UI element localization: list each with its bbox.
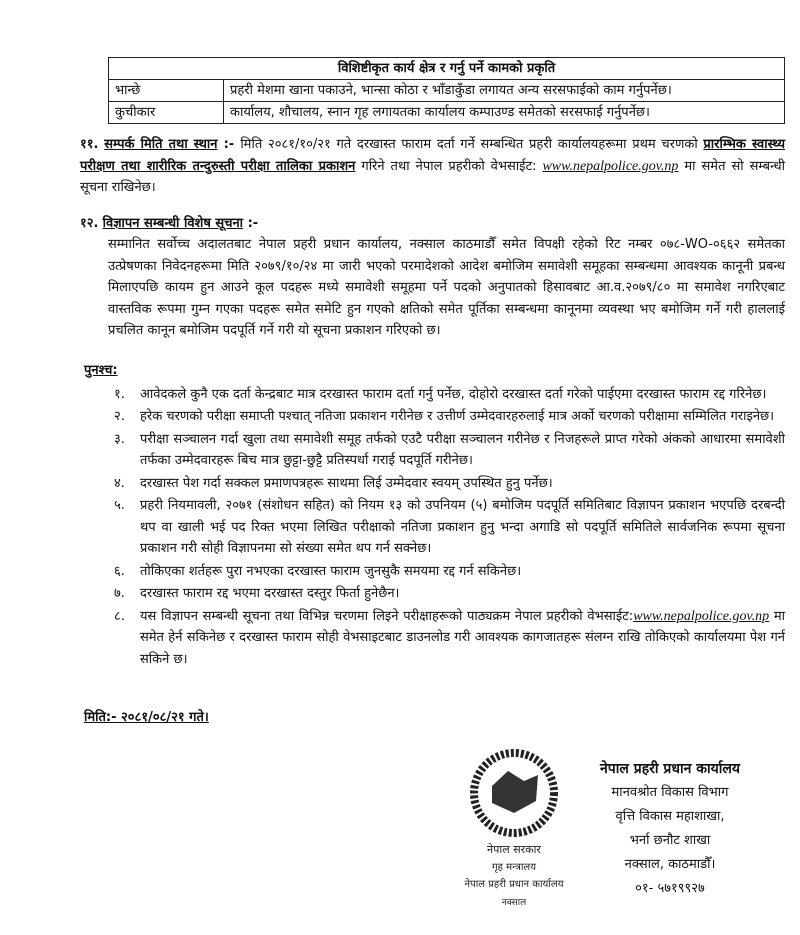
table-header: विशिष्टीकृत कार्य क्षेत्र र गर्नु पर्ने कामको प्रकृति — [109, 58, 785, 80]
item-number: ५. — [114, 498, 125, 513]
office-phone: ०१- ५७१९९२७ — [635, 881, 705, 896]
item-text: यस विज्ञापन सम्बन्धी सूचना तथा विभिन्न चरणमा लिइने परीक्षाहरूको पाठ्यक्रम नेपाल प्रहरीको वेभसाईट: — [140, 608, 634, 624]
postscript — [84, 360, 785, 671]
section-number: ११. — [80, 137, 99, 152]
list-item — [114, 406, 785, 428]
postscript-list — [114, 384, 785, 671]
post-cell: कुचीकार — [109, 102, 224, 124]
office-line: नक्साल, काठमाडौँ। — [624, 857, 716, 872]
website-link[interactable]: www.nepalpolice.gov.np — [542, 158, 679, 174]
item-text: मा समेत हेर्न सकिनेछ र दरखास्त फाराम सोही वेभसाइटबाट डाउनलोड गरी आवश्यक कागजातहरू संलग्न राखि तोकिएको कार्यालयमा पेश गर्न सकिने छ। — [140, 608, 785, 667]
section-12 — [80, 213, 785, 342]
duty-cell: कार्यालय, शौचालय, स्नान गृह लगायतका कार्यालय कम्पाउण्ड समेतको सरसफाई गर्नुपर्नेछ। — [224, 102, 785, 124]
table-row — [109, 80, 785, 102]
section-body: सम्मानित सर्वोच्च अदालतबाट नेपाल प्रहरी प्रधान कार्यालय, नक्साल काठमाडौँ समेत विपक्षी रहेको रिट नम्बर ०७८-WO-०६६२ समेतका उत्प्रेषणका निवेदनहरूमा मिति २०७९/१०/२४ मा जारी भएको परमादेशको आदेश बमोजिम समावेशी समूहका सम्बन्धमा आवश्यक कानूनी प्रबन्ध मिलाएपछि कायम हुन आउने कूल पदहरू मध्ये समावेशी समूहमा पर्ने पदको अनुपातको हिसावबाट आ.व.२०७९/८० मा समावेश नगरिएबाट वास्तविक रूपमा गुम्न गएका पदहरू समेत समेटि हुन गएको क्षतिको समेत पूर्तिका सम्बन्धमा कानूनमा व्यवस्था भए बमोजिम गर्ने गरी हाललाई प्रचलित कानून बमोजिम पदपूर्ति गर्ने गरी यो सूचना प्रकाशन गरिएको छ। — [108, 237, 785, 338]
section-text: मा समेत सो सम्बन्धी सूचना राखिनेछ। — [80, 158, 785, 195]
item-text: परीक्षा सञ्चालन गर्दा खुला तथा समावेशी समूह तर्फको एउटै परीक्षा सञ्चालन गरीनेछ र निजहरूले प्राप्त गरेको अंकको आधारमा समावेशी तर्फका उम्मेदवारहरू बिच मात्र छुट्टा-छुट्टै प्रतिस्पर्धा गराई पदपूर्ति गरीनेछ। — [140, 431, 785, 468]
section-text: गरिने तथा नेपाल प्रहरीको वेभसाईट: — [355, 158, 543, 174]
separator: :- — [217, 137, 241, 152]
highlighted-text: प्रारम्भिक स्वास्थ्य परीक्षण तथा शारीरिक तन्दुरुस्ती परीक्षा तालिका प्रकाशन — [80, 137, 785, 174]
section-number: १२. — [80, 215, 99, 231]
item-number: ३. — [114, 431, 125, 447]
seal-text: नेपाल प्रहरी प्रधान कार्यालय — [464, 879, 564, 890]
list-item — [114, 561, 785, 583]
item-number: ४. — [114, 475, 125, 491]
list-item — [114, 583, 785, 605]
list-item — [114, 384, 785, 406]
seal-text: नक्साल — [501, 898, 527, 908]
section-11 — [80, 134, 785, 199]
notice-date: मिति:- २०८१/०८/२१ गते। — [84, 710, 209, 725]
duty-cell: प्रहरी मेशमा खाना पकाउने, भान्सा कोठा र भाँडाकुँडा लगायत अन्य सरसफाईको काम गर्नुपर्नेछ। — [224, 80, 785, 102]
list-item — [114, 429, 785, 472]
section-text: मिति २०८१/१०/२१ गते दरखास्त फाराम दर्ता गर्ने सम्बन्धित प्रहरी कार्यालयहरूमा प्रथम चरणको — [240, 137, 704, 152]
duty-table — [108, 57, 785, 124]
seal-text: गृह मन्त्रालय — [491, 862, 537, 873]
list-item — [114, 473, 785, 495]
item-number: ८. — [114, 608, 125, 624]
office-line: वृत्ति विकास महाशाखा, — [615, 809, 725, 824]
post-cell: भान्छे — [109, 80, 224, 102]
item-text: हरेक चरणको परीक्षा समाप्ती पश्चात् नतिजा प्रकाशन गरीनेछ र उत्तीर्ण उम्मेदवारहरुलाई मात्र अर्को चरणको परीक्षामा सम्मिलित गराइनेछ। — [140, 409, 775, 424]
item-number: ६. — [114, 563, 125, 579]
section-heading: विज्ञापन सम्बन्धी विशेष सूचना — [102, 215, 244, 231]
item-text: दरखास्त पेश गर्दा सक्कल प्रमाणपत्रहरू साथमा लिई उम्मेदवार स्वयम् उपस्थित हुनु पर्नेछ। — [140, 475, 553, 491]
office-line: भर्ना छनौट शाखा — [629, 833, 711, 848]
signature-block — [80, 743, 745, 915]
list-item — [114, 606, 785, 671]
item-text: तोकिएका शर्तहरू पुरा नभएका दरखास्त फाराम जुनसुकै समयमा रद्द गर्न सकिनेछ। — [140, 563, 522, 579]
office-line: मानवश्रोत विकास विभाग — [611, 785, 729, 800]
separator: :- — [243, 215, 259, 231]
website-link[interactable]: www.nepalpolice.gov.np — [633, 608, 770, 624]
item-number: ७. — [114, 586, 125, 601]
postscript-heading: पुनश्च: — [84, 362, 118, 378]
office-name: नेपाल प्रहरी प्रधान कार्यालय — [600, 761, 740, 777]
item-text: आवेदकले कुनै एक दर्ता केन्द्रबाट मात्र दरखास्त फाराम दर्ता गर्नु पर्नेछ, दोहोरो दरखास्त दर्ता गरेको पाईएमा दरखास्त फाराम रद्द गरिनेछ। — [140, 386, 767, 402]
item-number: १. — [114, 386, 125, 402]
item-text: प्रहरी नियमावली, २०७१ (संशोधन सहित) को नियम १३ को उपनियम (५) बमोजिम पदपूर्ति समितिबाट विज्ञापन प्रकाशन भएपछि दरबन्दी थप वा खाली भई पद रिक्त भएमा लिखित परीक्षाको नतिजा प्रकाशन हुनु भन्दा अगाडि सो पदपूर्ति समितिले सार्वजनिक रूपमा सूचना प्रकाशन गरी सोही विज्ञापनमा सो संख्या समेत थप गर्न सक्नेछ। — [140, 498, 785, 556]
office-block — [595, 757, 745, 901]
list-item — [114, 495, 785, 560]
section-heading: सम्पर्क मिति तथा स्थान — [104, 137, 218, 152]
item-text: दरखास्त फाराम रद्द भएमा दरखास्त दस्तुर फिर्ता हुनेछैन। — [140, 586, 400, 601]
nepal-police-seal — [439, 743, 589, 915]
table-row — [109, 102, 785, 124]
seal-text: नेपाल सरकार — [487, 843, 541, 856]
item-number: २. — [114, 409, 125, 424]
